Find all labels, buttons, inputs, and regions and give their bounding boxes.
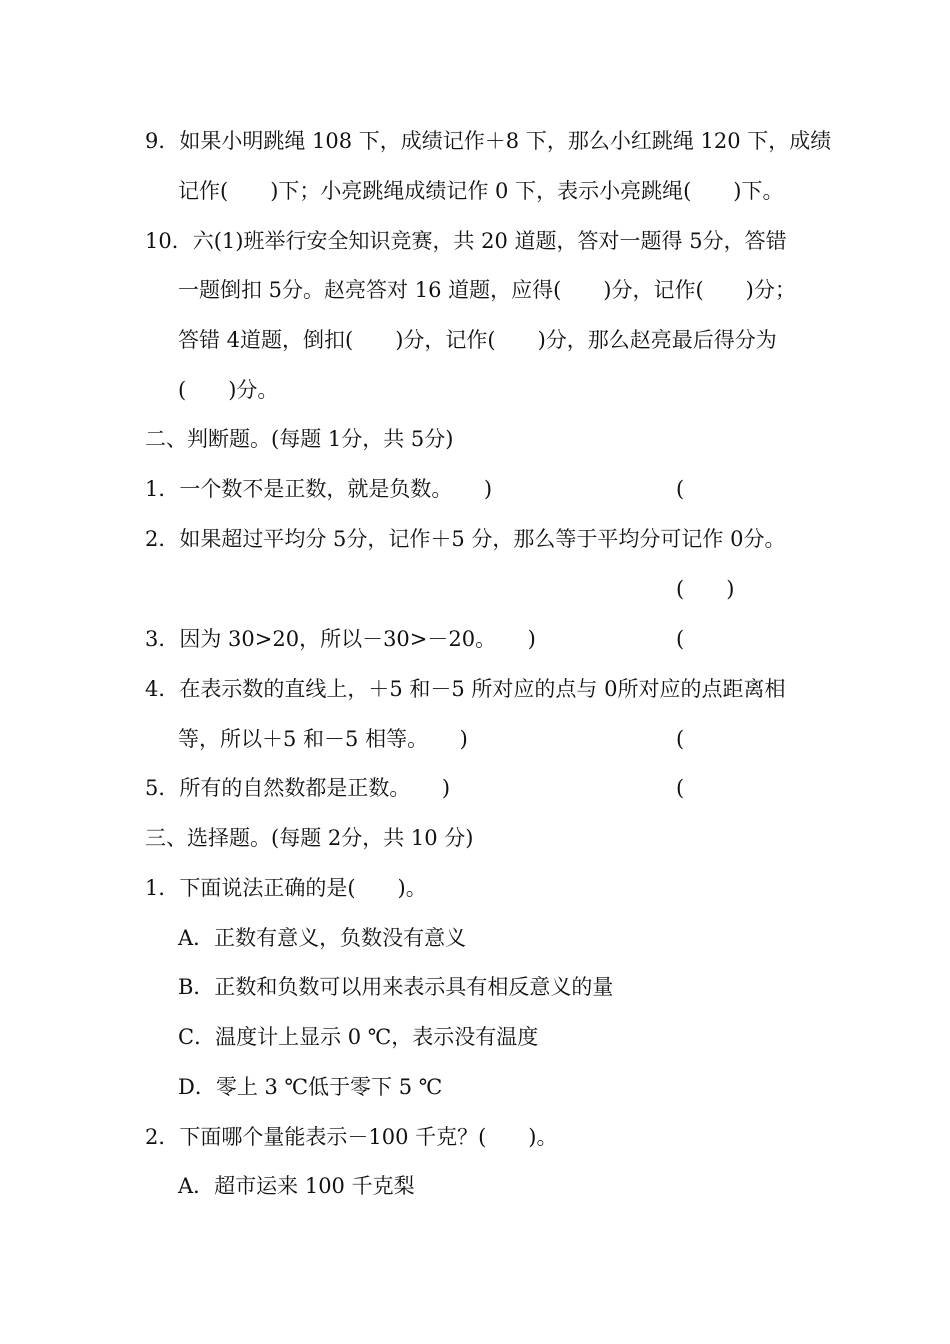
q10-line3: 答错 4道题，倒扣( )分，记作( )分，那么赵亮最后得分为 <box>178 328 777 352</box>
section3-heading: 三、选择题。(每题 2分，共 10 分) <box>145 826 474 850</box>
mc-q1-option-b[interactable]: B．正数和负数可以用来表示具有相反意义的量 <box>178 975 614 999</box>
mc-q1-stem: 1．下面说法正确的是( )。 <box>145 876 427 900</box>
tf-item-4-cont: 等，所以＋5 和－5 相等。 ) <box>178 727 468 751</box>
tf-item-2: 2．如果超过平均分 5分，记作＋5 分，那么等于平均分可记作 0分。 <box>145 527 786 551</box>
tf-item-4: 4．在表示数的直线上，＋5 和－5 所对应的点与 0所对应的点距离相 <box>145 677 786 701</box>
tf-item-1: 1．一个数不是正数，就是负数。 ) <box>145 477 493 501</box>
tf-item-3: 3．因为 30>20，所以－30>－20。 ) <box>145 627 536 651</box>
q10-line1: 10．六(1)班举行安全知识竞赛，共 20 道题，答对一题得 5分，答错 <box>145 229 787 253</box>
mc-q2-option-a[interactable]: A．超市运来 100 千克梨 <box>178 1174 415 1198</box>
mc-q1-option-c[interactable]: C．温度计上显示 0 ℃，表示没有温度 <box>178 1025 539 1049</box>
mc-q2-stem: 2．下面哪个量能表示－100 千克？( )。 <box>145 1125 558 1149</box>
tf-item-3-answer-bracket[interactable]: ( <box>676 627 685 651</box>
q9-line1: 9．如果小明跳绳 108 下，成绩记作＋8 下，那么小红跳绳 120 下，成绩 <box>145 129 832 153</box>
mc-q1-option-a[interactable]: A．正数有意义，负数没有意义 <box>178 926 467 950</box>
q9-line2: 记作( )下；小亮跳绳成绩记作 0 下，表示小亮跳绳( )下。 <box>178 179 784 203</box>
q10-line2: 一题倒扣 5分。赵亮答对 16 道题，应得( )分，记作( )分； <box>178 278 796 302</box>
mc-q1-option-d[interactable]: D．零上 3 ℃低于零下 5 ℃ <box>178 1075 443 1099</box>
tf-item-2-answer-bracket[interactable]: ( ) <box>676 577 735 601</box>
section2-heading: 二、判断题。(每题 1分，共 5分) <box>145 427 454 451</box>
tf-item-5: 5．所有的自然数都是正数。 ) <box>145 776 451 800</box>
tf-item-5-answer-bracket[interactable]: ( <box>676 776 685 800</box>
q10-line4: ( )分。 <box>178 378 279 402</box>
tf-item-1-answer-bracket[interactable]: ( <box>676 477 685 501</box>
tf-item-4-answer-bracket[interactable]: ( <box>676 727 685 751</box>
